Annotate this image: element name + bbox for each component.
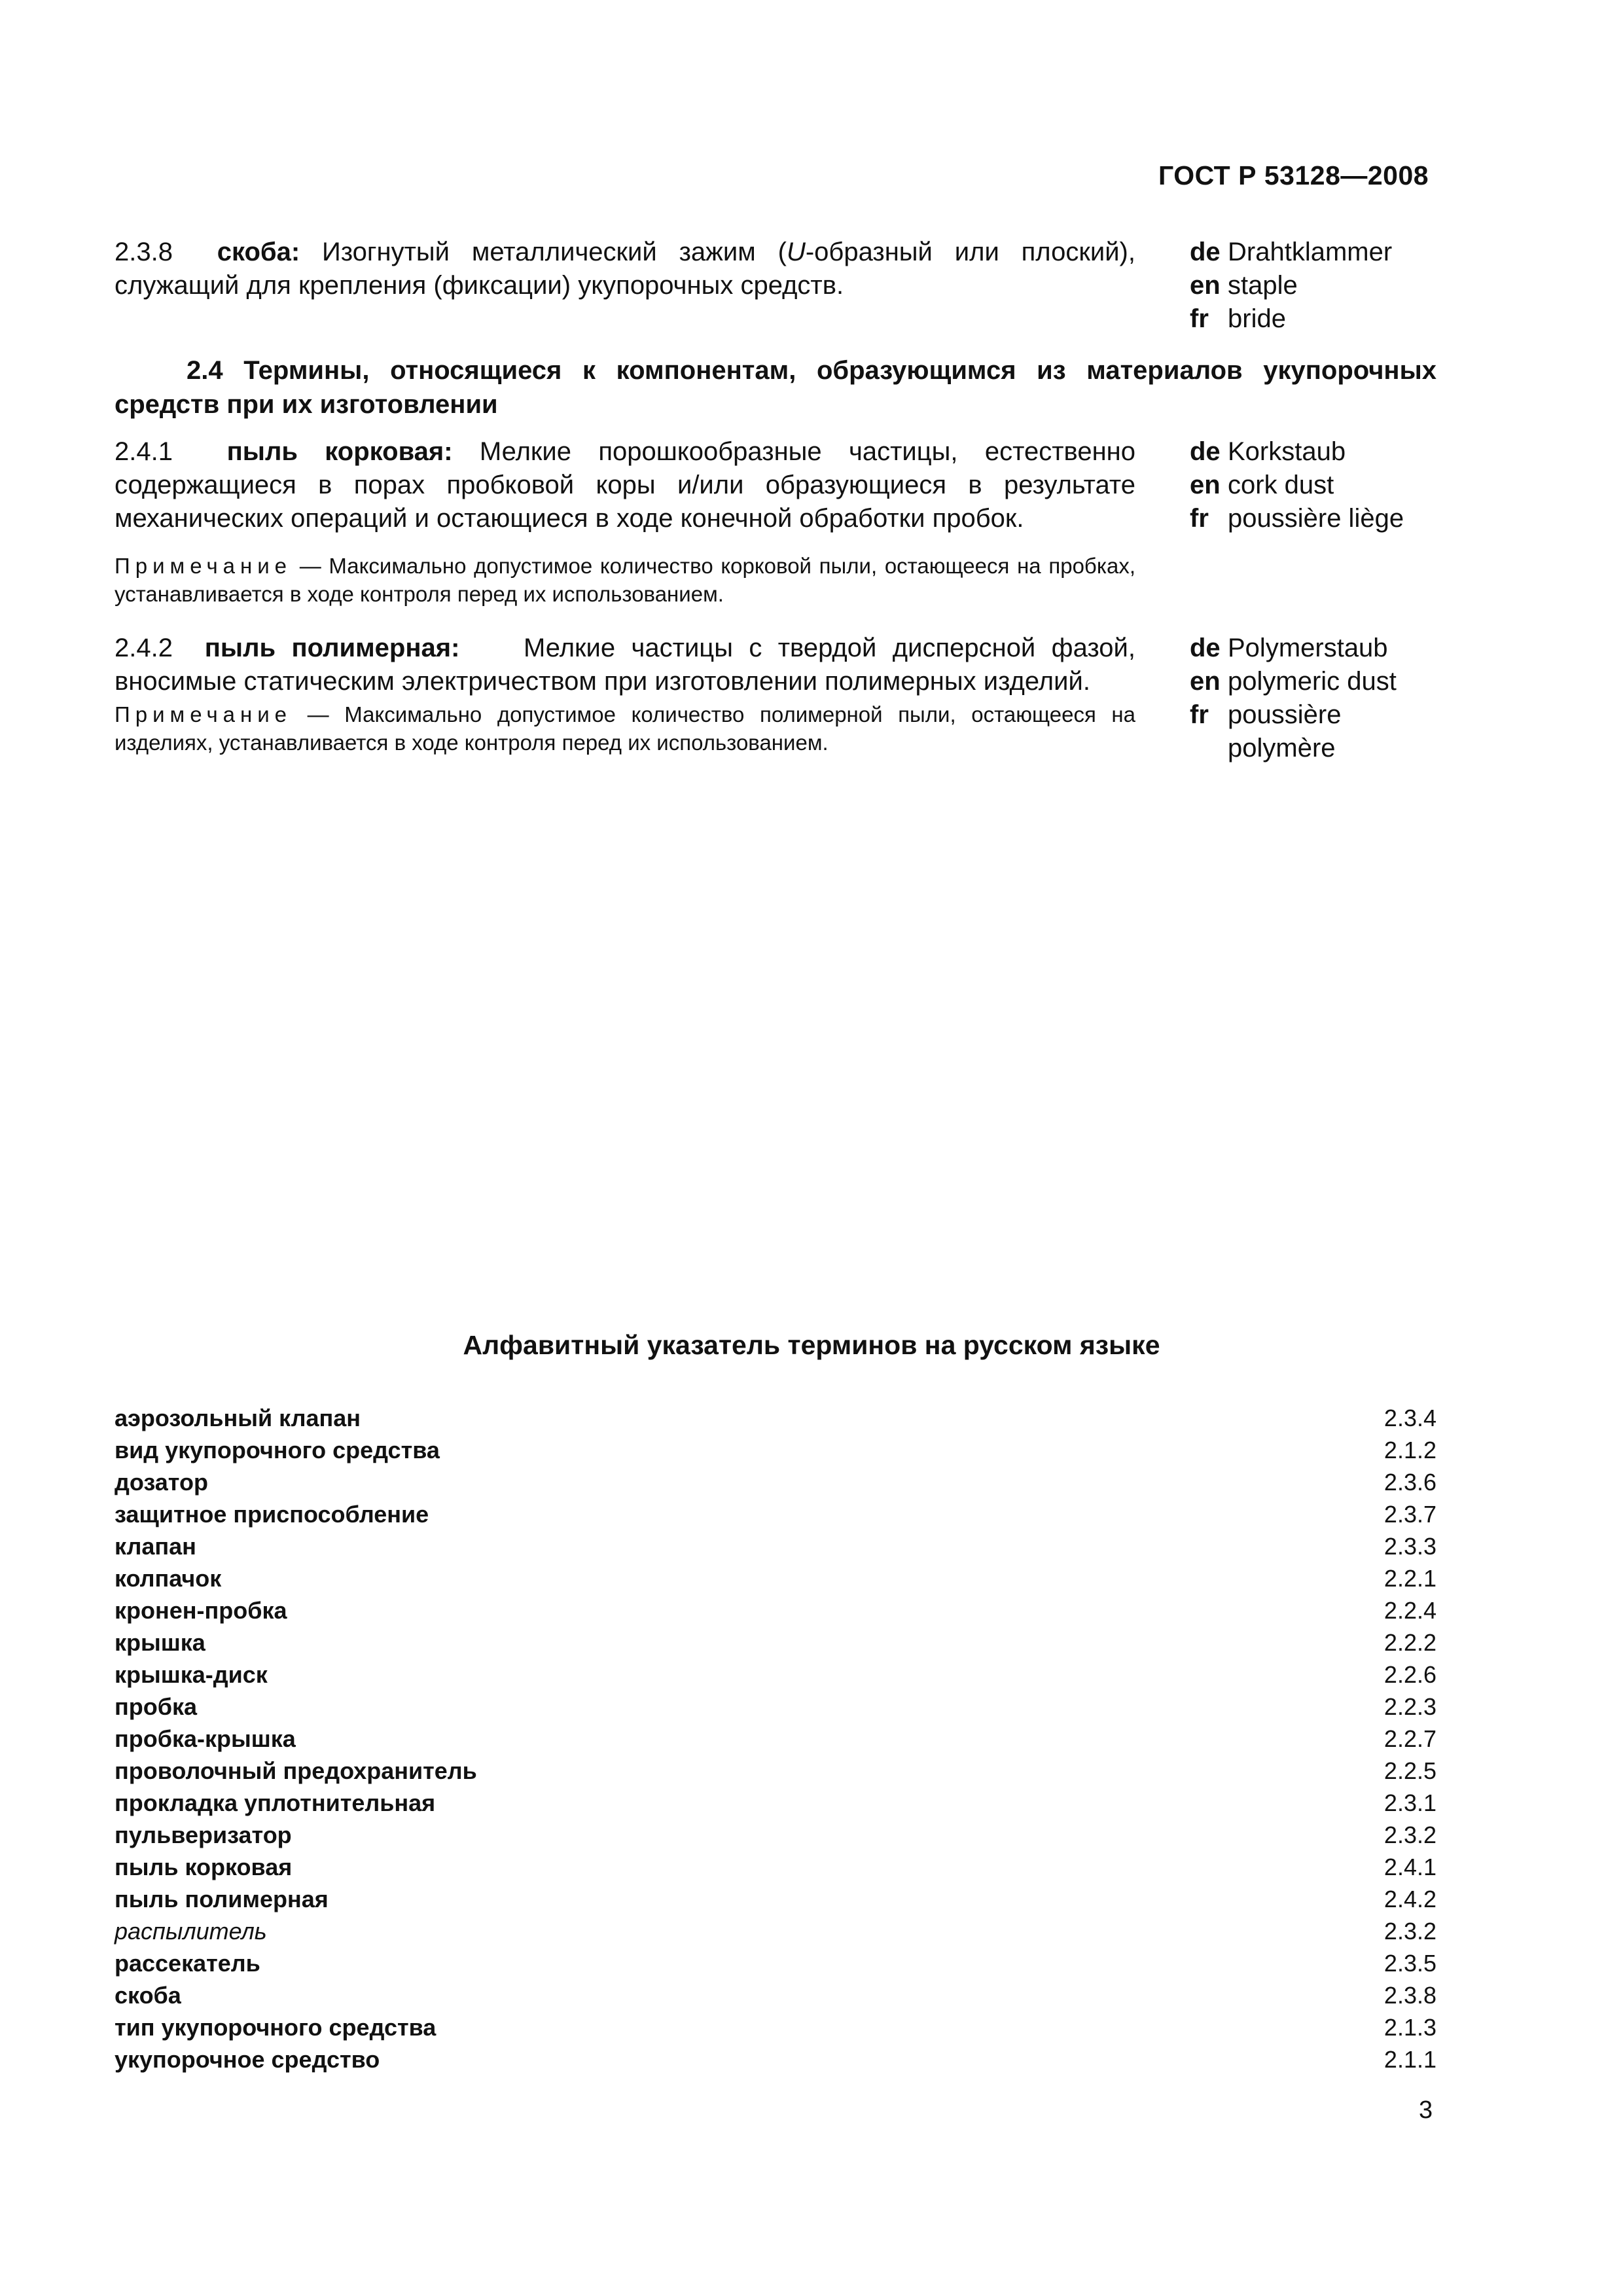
index-term: тип укупорочного средства [115, 2014, 437, 2041]
index-ref: 2.3.4 [1383, 1405, 1436, 1431]
index-term: пульверизатор [115, 1821, 292, 1848]
entry-term: пыль полимерная: [204, 634, 460, 662]
translation-de: Korkstaub [1228, 437, 1346, 466]
entry-definition: Мелкие частицы с твердой дисперсной фазой, вносимые статическим электричеством при изготовлении полимерных изделий. [115, 634, 1135, 696]
index-item [115, 1437, 1436, 1469]
index-term: кронен-пробка [115, 1597, 287, 1624]
lang-code-fr: fr [1190, 504, 1209, 533]
index-item [115, 1565, 1436, 1597]
term-entry-2-4-1 [115, 435, 1135, 535]
index-item [115, 1661, 1436, 1693]
index-term: пробка [115, 1693, 197, 1720]
index-item [115, 1693, 1436, 1725]
index-item [115, 1597, 1436, 1629]
translation-de: Polymerstaub [1228, 634, 1388, 662]
index-item [115, 1886, 1436, 1918]
index-term: колпачок [115, 1565, 222, 1592]
lang-code-de: de [1190, 634, 1221, 662]
index-title: Алфавитный указатель терминов на русском языке [463, 1330, 1160, 1360]
index-term: защитное приспособление [115, 1501, 429, 1528]
entry-term: скоба: [217, 238, 300, 266]
translation-en: cork dust [1228, 471, 1334, 499]
entry-number: 2.4.2 [115, 634, 173, 662]
index-ref: 2.2.2 [1383, 1629, 1436, 1656]
index-term: вид укупорочного средства [115, 1437, 440, 1463]
translation-fr: bride [1228, 304, 1286, 333]
translation-fr: poussière liège [1228, 504, 1404, 533]
index-list [115, 1405, 1436, 2078]
index-term: рассекатель [115, 1950, 260, 1977]
index-ref: 2.2.1 [1383, 1565, 1436, 1592]
note-label: Примечание [115, 702, 293, 726]
index-item [115, 1501, 1436, 1533]
index-item [115, 2046, 1436, 2078]
index-term: укупорочное средство [115, 2046, 380, 2073]
index-item [115, 1629, 1436, 1661]
lang-code-en: en [1190, 667, 1221, 696]
entry-definition-part: Изогнутый металлический зажим ( [322, 238, 787, 266]
index-term: крышка-диск [115, 1661, 268, 1688]
index-ref: 2.1.1 [1383, 2046, 1436, 2073]
index-item [115, 1405, 1436, 1437]
translation-de: Drahtklammer [1228, 238, 1393, 266]
term-entry-2-4-2 [115, 632, 1135, 698]
index-term: прокладка уплотнительная [115, 1789, 436, 1816]
index-ref: 2.3.1 [1383, 1789, 1436, 1816]
translation-en: staple [1228, 271, 1298, 300]
index-item [115, 1757, 1436, 1789]
index-ref: 2.2.7 [1383, 1725, 1436, 1752]
entry-definition: Мелкие порошкообразные частицы, естественно содержащиеся в порах пробковой коры и/или образующиеся в результате механических операций и остающиеся в ходе конечной обработки пробок. [115, 437, 1135, 533]
index-term: проволочный предохранитель [115, 1757, 477, 1784]
index-item [115, 1854, 1436, 1886]
note-text: — Максимально допустимое количество корковой пыли, остающееся на пробках, устанавливается в ходе контроля перед их использованием. [115, 554, 1136, 606]
index-ref: 2.3.2 [1383, 1821, 1436, 1848]
index-ref: 2.2.4 [1383, 1597, 1436, 1624]
translations-2-3-8 [1190, 236, 1596, 336]
note-label: Примечание [115, 554, 293, 578]
translation-fr: poussière [1228, 700, 1342, 729]
lang-code-de: de [1190, 437, 1221, 466]
translations-2-4-1 [1190, 435, 1596, 535]
lang-code-de: de [1190, 238, 1221, 266]
page-number: 3 [1419, 2096, 1433, 2124]
index-ref: 2.3.5 [1383, 1950, 1436, 1977]
note-2-4-1 [115, 552, 1135, 608]
note-2-4-2 [115, 700, 1135, 757]
document-header: ГОСТ Р 53128—2008 [1158, 160, 1429, 190]
index-ref: 2.3.8 [1383, 1982, 1436, 2009]
index-term: пробка-крышка [115, 1725, 296, 1752]
index-term: пыль корковая [115, 1854, 293, 1880]
index-item [115, 2014, 1436, 2046]
index-ref: 2.3.7 [1383, 1501, 1436, 1528]
index-ref: 2.3.2 [1383, 1918, 1436, 1945]
entry-definition-italic: U [786, 238, 806, 266]
lang-code-en: en [1190, 271, 1221, 300]
lang-code-fr: fr [1190, 304, 1209, 333]
index-item [115, 1725, 1436, 1757]
index-ref: 2.3.3 [1383, 1533, 1436, 1560]
term-entry-2-3-8 [115, 236, 1135, 302]
index-term: клапан [115, 1533, 196, 1560]
index-item [115, 1789, 1436, 1821]
index-ref: 2.1.2 [1383, 1437, 1436, 1463]
index-ref: 2.3.6 [1383, 1469, 1436, 1496]
index-item [115, 1533, 1436, 1565]
index-item [115, 1950, 1436, 1982]
entry-term: пыль корковая: [226, 437, 453, 466]
index-ref: 2.2.6 [1383, 1661, 1436, 1688]
index-term: дозатор [115, 1469, 208, 1496]
index-item [115, 1821, 1436, 1854]
index-item [115, 1469, 1436, 1501]
index-term: скоба [115, 1982, 181, 2009]
index-ref: 2.2.3 [1383, 1693, 1436, 1720]
translation-fr-cont: polymère [1228, 734, 1336, 762]
index-ref: 2.2.5 [1383, 1757, 1436, 1784]
lang-code-en: en [1190, 471, 1221, 499]
index-item [115, 1982, 1436, 2014]
lang-code-fr: fr [1190, 700, 1209, 729]
index-term: аэрозольный клапан [115, 1405, 361, 1431]
index-ref: 2.1.3 [1383, 2014, 1436, 2041]
index-term: крышка [115, 1629, 205, 1656]
entry-number: 2.4.1 [115, 437, 173, 466]
index-ref: 2.4.2 [1383, 1886, 1436, 1912]
index-item [115, 1918, 1436, 1950]
entry-number: 2.3.8 [115, 238, 173, 266]
index-ref: 2.4.1 [1383, 1854, 1436, 1880]
entry-definition-part: -образный или плоский), служащий для крепления (фиксации) укупорочных средств. [115, 238, 1135, 300]
section-heading-2-4: 2.4 Термины, относящиеся к компонентам, образующимся из материалов укупорочных средств при их изготовлении [115, 356, 1436, 419]
translations-2-4-2 [1190, 632, 1596, 765]
note-text: — Максимально допустимое количество полимерной пыли, остающееся на изделиях, устанавливается в ходе контроля перед их использованием. [115, 702, 1136, 755]
translation-en: polymeric dust [1228, 667, 1397, 696]
index-term: пыль полимерная [115, 1886, 329, 1912]
index-term: распылитель [115, 1918, 267, 1945]
